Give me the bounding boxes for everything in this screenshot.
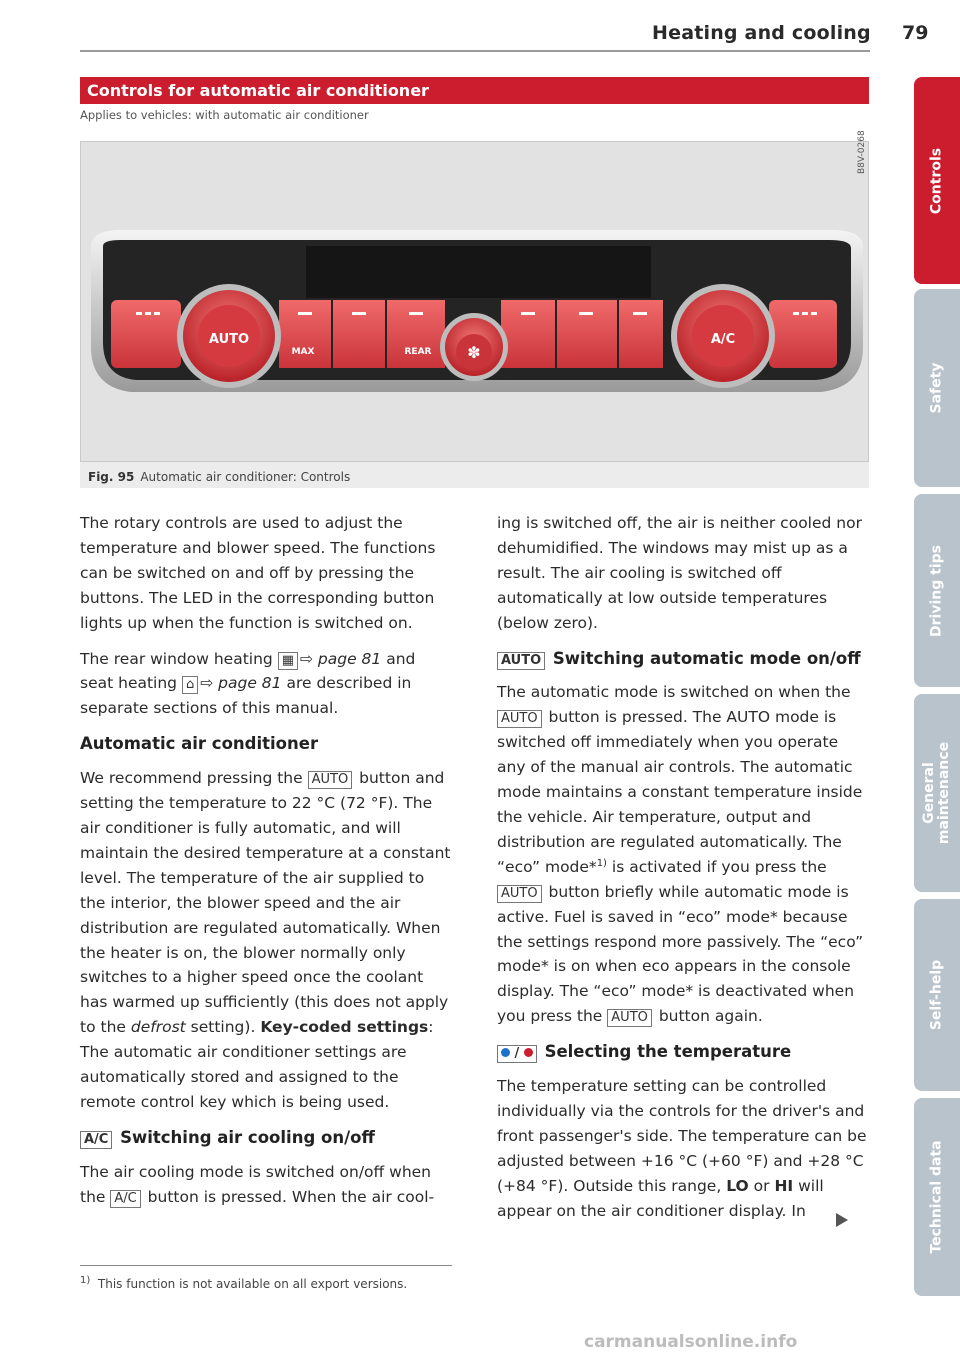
footnote: $^{1)}$ This function is not available on all export versions. <box>80 1275 408 1291</box>
side-tab-safety[interactable]: Safety <box>914 289 960 487</box>
left-column <box>80 511 452 1221</box>
ac-key-inline: A/C <box>110 1190 140 1208</box>
footnote-divider <box>80 1265 452 1266</box>
ac-knob-label: A/C <box>710 332 736 347</box>
temperature-paragraph: The temperature setting can be controlled individually via the controls for the driver's and front passenger's side. The temperature can be adjusted between +16 °C (+60 °F) and +28 °C (+84 °F). Outside this range, LO or HI will appear on the air conditioner display. In <box>497 1077 867 1220</box>
side-tab-general-maintenance[interactable]: General maintenance <box>914 694 960 892</box>
figure-code: B8V-0268 <box>857 130 867 174</box>
auto-key-heading: AUTO <box>497 652 545 670</box>
temperature-keys: / <box>497 1045 537 1063</box>
applies-to-note: Applies to vehicles: with automatic air conditioner <box>80 108 369 122</box>
temp-up-dot-icon <box>524 1048 533 1057</box>
heading-automatic-mode: AUTO Switching automatic mode on/off <box>497 647 871 672</box>
ac-key: A/C <box>80 1131 112 1149</box>
fan-icon: ✽ <box>467 343 481 362</box>
side-tab-technical-data[interactable]: Technical data <box>914 1098 960 1296</box>
auto-knob-label: AUTO <box>208 332 250 347</box>
auto-key-inline-3: AUTO <box>607 1009 652 1027</box>
page-link-rear-heating[interactable]: ⇨ page 81 <box>300 649 382 668</box>
figure-number: Fig. 95 <box>88 470 135 484</box>
automatic-ac-paragraph: We recommend pressing the AUTO button and setting the temperature to 22 °C (72 °F). The air conditioner is fully automatic, and will maintain the desired temperature at a constant level. The temperature of the air supplied to the interior, the blower speed and the air distribution are regulated automatically. When the heater is on, the blower normally only switches to a higher speed once the coolant has warmed up sufficiently (this does not apply to the defrost setting). Key-coded settings: The automatic air conditioner settings are automatically stored and assigned to the remote control key which is being used. <box>80 769 451 1111</box>
auto-key-inline-2: AUTO <box>497 885 542 903</box>
side-tab-driving-tips[interactable]: Driving tips <box>914 494 960 687</box>
heading-air-cooling: A/C Switching air cooling on/off <box>80 1126 452 1151</box>
climate-control-figure <box>80 141 869 462</box>
side-tab-controls[interactable]: Controls <box>914 77 960 284</box>
automatic-mode-paragraph: The automatic mode is switched on when the AUTO button is pressed. The AUTO mode is switched off immediately when you operate any of the manual air controls. The automatic mode maintains a constant temperature inside the vehicle. Air temperature, output and distribution are regulated automatically. The “eco” mode*$^{1)}$ is activated if you press the AUTO button briefly while automatic mode is active. Fuel is saved in “eco” mode* because the settings respond more passively. The “eco” mode* is on when eco appears in the console display. The “eco” mode* is deactivated when you press the AUTO button again. <box>497 683 864 1026</box>
cooling-off-paragraph: ing is switched off, the air is neither cooled nor dehumidified. The windows may mist up as a result. The air cooling is switched off automatically at low outside temperatures (below zero). <box>497 514 862 632</box>
page-header-title: Heating and cooling <box>652 22 871 44</box>
temp-down-dot-icon <box>501 1048 510 1057</box>
figure-caption-text: Automatic air conditioner: Controls <box>140 470 351 484</box>
side-tab-self-help[interactable]: Self-help <box>914 899 960 1091</box>
air-cooling-paragraph: The air cooling mode is switched on/off when the A/C button is pressed. When the air cool- <box>80 1162 435 1206</box>
header-divider <box>80 50 870 52</box>
page-link-seat-heating[interactable]: ⇨ page 81 <box>200 674 282 693</box>
right-column <box>497 511 871 1234</box>
watermark: carmanualsonline.info <box>584 1332 798 1352</box>
rear-window-heating-icon: ▦ <box>278 652 298 670</box>
climate-panel-illustration <box>81 142 869 462</box>
figure-caption <box>88 470 350 484</box>
auto-key-inline-1: AUTO <box>497 710 542 728</box>
heading-automatic-air-conditioner: Automatic air conditioner <box>80 734 319 754</box>
rear-defrost-label: REAR <box>404 347 432 357</box>
intro-paragraph: The rotary controls are used to adjust the temperature and blower speed. The functions can be switched on and off by pressing the buttons. The LED in the corresponding button lights up when the function is switched on. <box>80 514 436 632</box>
heading-select-temperature: / Selecting the temperature <box>497 1040 871 1065</box>
max-defrost-label: MAX <box>291 347 315 357</box>
page-number: 79 <box>902 22 929 44</box>
seat-heating-icon: ⌂ <box>182 676 198 694</box>
auto-key: AUTO <box>308 771 353 789</box>
continued-arrow-icon <box>836 1213 848 1227</box>
section-title: Controls for automatic air conditioner <box>80 77 869 104</box>
heating-reference-paragraph: The rear window heating ▦ ⇨ page 81 and seat heating ⌂ ⇨ page 81 are described in separate sections of this manual. <box>80 649 416 718</box>
